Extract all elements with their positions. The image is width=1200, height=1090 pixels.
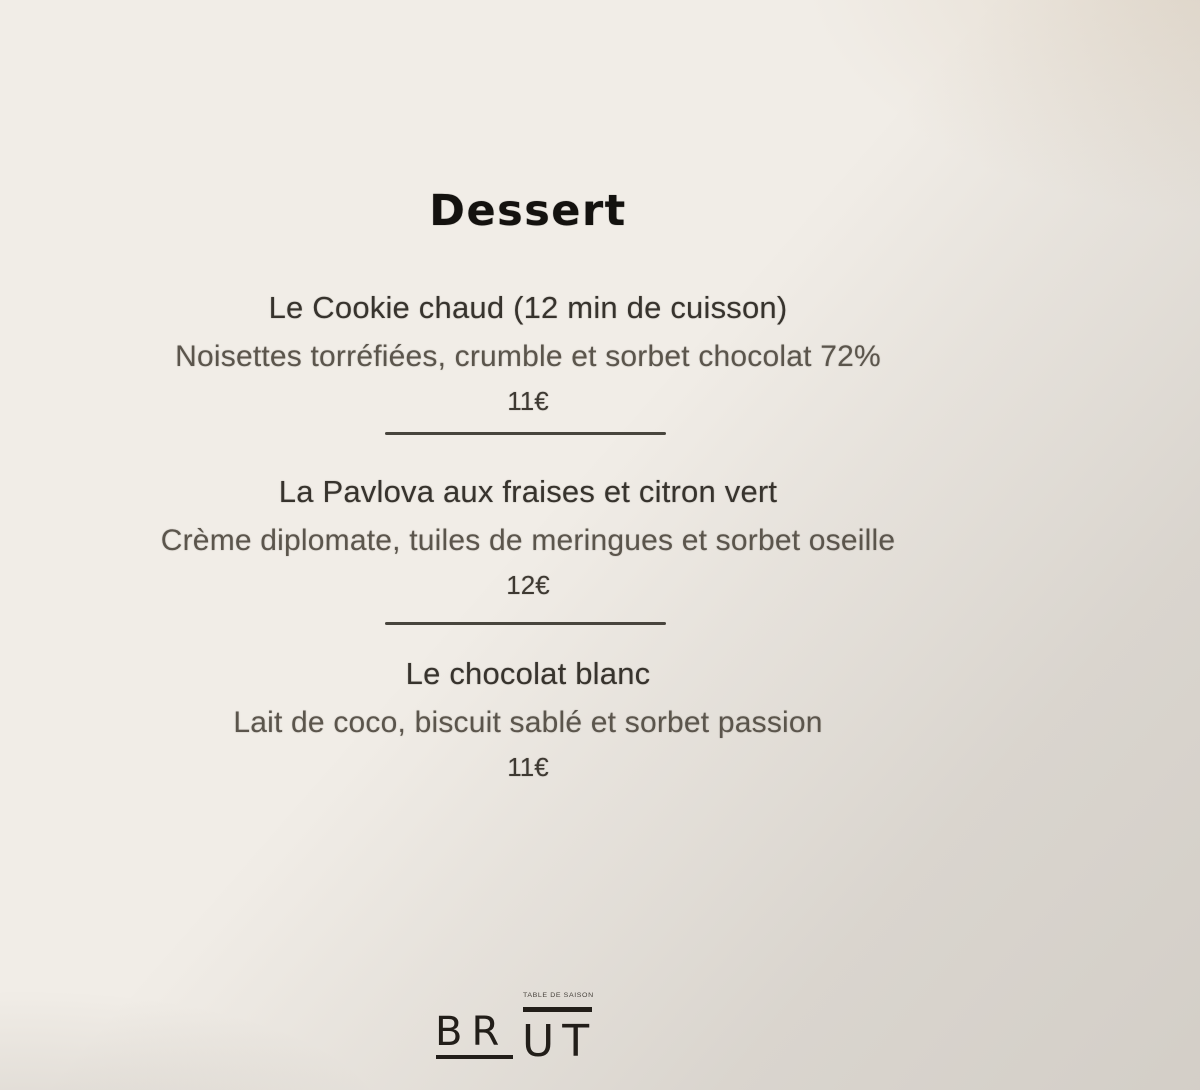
item-price: 11€ xyxy=(507,386,549,416)
item-name: Le chocolat blanc xyxy=(405,656,651,691)
menu-item-chocolat-blanc xyxy=(0,654,1056,784)
item-price: 12€ xyxy=(506,570,550,600)
logo-letters-br: BR xyxy=(435,1009,509,1055)
item-description: Noisettes torréfiées, crumble et sorbet chocolat 72% xyxy=(175,340,881,373)
section-divider xyxy=(385,622,666,625)
menu-item-pavlova xyxy=(0,472,1056,602)
item-price: 11€ xyxy=(507,752,549,782)
item-name: Le Cookie chaud (12 min de cuisson) xyxy=(268,290,788,325)
item-description: Lait de coco, biscuit sablé et sorbet passion xyxy=(233,706,823,739)
brut-logo xyxy=(430,986,605,1086)
logo-tagline: TABLE DE SAISON xyxy=(523,992,594,999)
logo-underline-rule xyxy=(436,1055,513,1059)
logo-letters-ut: UT xyxy=(522,1016,598,1067)
section-divider xyxy=(385,432,666,435)
logo-overline-rule xyxy=(523,1007,592,1012)
item-name: La Pavlova aux fraises et citron vert xyxy=(278,474,778,509)
item-description: Crème diplomate, tuiles de meringues et sorbet oseille xyxy=(160,524,896,557)
menu-item-cookie xyxy=(0,288,1056,418)
section-title: Dessert xyxy=(429,186,627,236)
